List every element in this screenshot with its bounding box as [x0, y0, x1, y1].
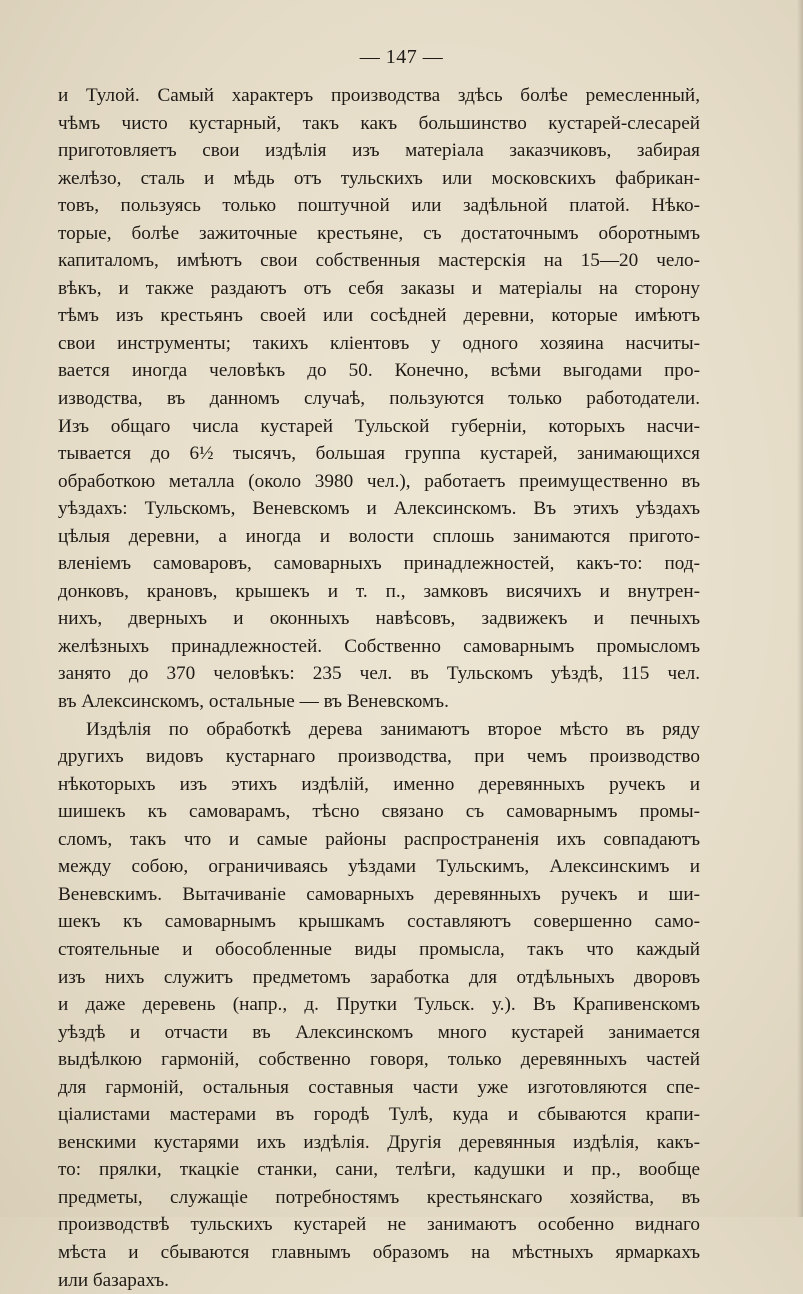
text-line: шекъ къ самоварнымъ крышкамъ составляютъ совершенно само- [58, 911, 700, 933]
text-line: шишекъ къ самоварамъ, тѣсно связано съ самоварнымъ промы- [58, 801, 700, 823]
text-line: стоятельные и обособленные виды промысла, такъ что каждый [58, 938, 700, 960]
text-line: Веневскимъ. Вытачиваніе самоварныхъ деревянныхъ ручекъ и ши- [58, 883, 700, 905]
text-line: то: прялки, ткацкіе станки, сани, телѣги, кадушки и пр., вообще [58, 1159, 700, 1181]
paragraph [58, 82, 700, 716]
text-line: желѣзо, сталь и мѣдь отъ тульскихъ или московскихъ фабрикан- [58, 167, 700, 189]
text-line: мѣста и сбываются главнымъ образомъ на мѣстныхъ ярмаркахъ [58, 1241, 700, 1263]
text-line: тѣмъ изъ крестьянъ своей или сосѣдней деревни, которые имѣютъ [58, 305, 700, 327]
text-line: обработкою металла (около 3980 чел.), работаетъ преимущественно въ [58, 470, 700, 492]
text-line: свои инструменты; такихъ кліентовъ у одного хозяина насчиты- [58, 332, 700, 354]
text-line: донковъ, крановъ, крышекъ и т. п., замковъ висячихъ и внутрен- [58, 580, 700, 602]
text-line: для гармоній, остальныя составныя части уже изготовляются спе- [58, 1076, 700, 1098]
text-line: между собою, ограничиваясь уѣздами Тульскимъ, Алексинскимъ и [58, 856, 700, 878]
text-line: ціалистами мастерами въ городѣ Тулѣ, куда и сбываются крапи- [58, 1104, 700, 1126]
text-line: приготовляетъ свои издѣлія изъ матеріала заказчиковъ, забирая [58, 140, 700, 162]
text-line: нихъ, дверныхъ и оконныхъ навѣсовъ, задвижекъ и печныхъ [58, 608, 700, 630]
text-line: изъ нихъ служитъ предметомъ заработка для отдѣльныхъ дворовъ [58, 966, 700, 988]
text-line: чѣмъ чисто кустарный, такъ какъ большинство кустарей-слесарей [58, 112, 700, 134]
text-line: и Тулой. Самый характеръ производства здѣсь болѣе ремесленный, [58, 85, 700, 106]
text-line: изводства, въ данномъ случаѣ, пользуются только работодатели. [58, 388, 700, 410]
text-line: товъ, пользуясь только поштучной или задѣльной платой. Нѣко- [58, 195, 700, 217]
text-line: вается иногда человѣкъ до 50. Конечно, всѣми выгодами про- [58, 360, 700, 382]
text-line: Изъ общаго числа кустарей Тульской губерніи, которыхъ насчи- [58, 415, 700, 437]
text-line: и даже деревень (напр., д. Прутки Тульск. у.). Въ Крапивенскомъ [58, 994, 700, 1016]
text-line: въ Алексинскомъ, остальные — въ Веневскомъ. [58, 691, 449, 713]
text-line: уѣздѣ и отчасти въ Алексинскомъ много кустарей занимается [58, 1021, 700, 1043]
body-text [58, 82, 700, 1294]
text-line: торые, болѣе зажиточные крестьяне, съ достаточнымъ оборотнымъ [58, 222, 700, 244]
text-line: цѣлыя деревни, а иногда и волости сплошь занимаются пригото- [58, 525, 700, 547]
text-line: вѣкъ, и также раздаютъ отъ себя заказы и матеріалы на сторону [58, 277, 700, 299]
text-line: венскими кустарями ихъ издѣлія. Другія деревянныя издѣлія, какъ- [58, 1131, 700, 1153]
text-line: занято до 370 человѣкъ: 235 чел. въ Тульскомъ уѣздѣ, 115 чел. [58, 663, 700, 685]
text-line: тывается до 6½ тысячъ, большая группа кустарей, занимающихся [58, 443, 700, 465]
text-line: желѣзныхъ принадлежностей. Собственно самоварнымъ промысломъ [58, 635, 700, 657]
text-line: вленіемъ самоваровъ, самоварныхъ принадлежностей, какъ-то: под- [58, 553, 700, 575]
page-number: — 147 — [359, 46, 444, 68]
text-line: выдѣлкою гармоній, собственно говоря, только деревянныхъ частей [58, 1049, 700, 1071]
page-edge-shadow [797, 0, 803, 1217]
text-line: предметы, служащіе потребностямъ крестьянскаго хозяйства, въ [58, 1186, 700, 1208]
text-line: нѣкоторыхъ изъ этихъ издѣлій, именно деревянныхъ ручекъ и [58, 773, 700, 795]
text-line: или базарахъ. [58, 1269, 169, 1291]
text-line: Издѣлія по обработкѣ дерева занимаютъ второе мѣсто въ ряду [86, 718, 700, 740]
text-line: сломъ, такъ что и самые районы распространенія ихъ совпадаютъ [58, 828, 700, 850]
text-line: капиталомъ, имѣютъ свои собственныя мастерскія на 15—20 чело- [58, 250, 700, 272]
text-line: уѣздахъ: Тульскомъ, Веневскомъ и Алексинскомъ. Въ этихъ уѣздахъ [58, 498, 700, 520]
paragraph [58, 716, 700, 1294]
text-line: производствѣ тульскихъ кустарей не занимаютъ особенно виднаго [58, 1214, 700, 1236]
text-line: другихъ видовъ кустарнаго производства, при чемъ производство [58, 746, 700, 768]
